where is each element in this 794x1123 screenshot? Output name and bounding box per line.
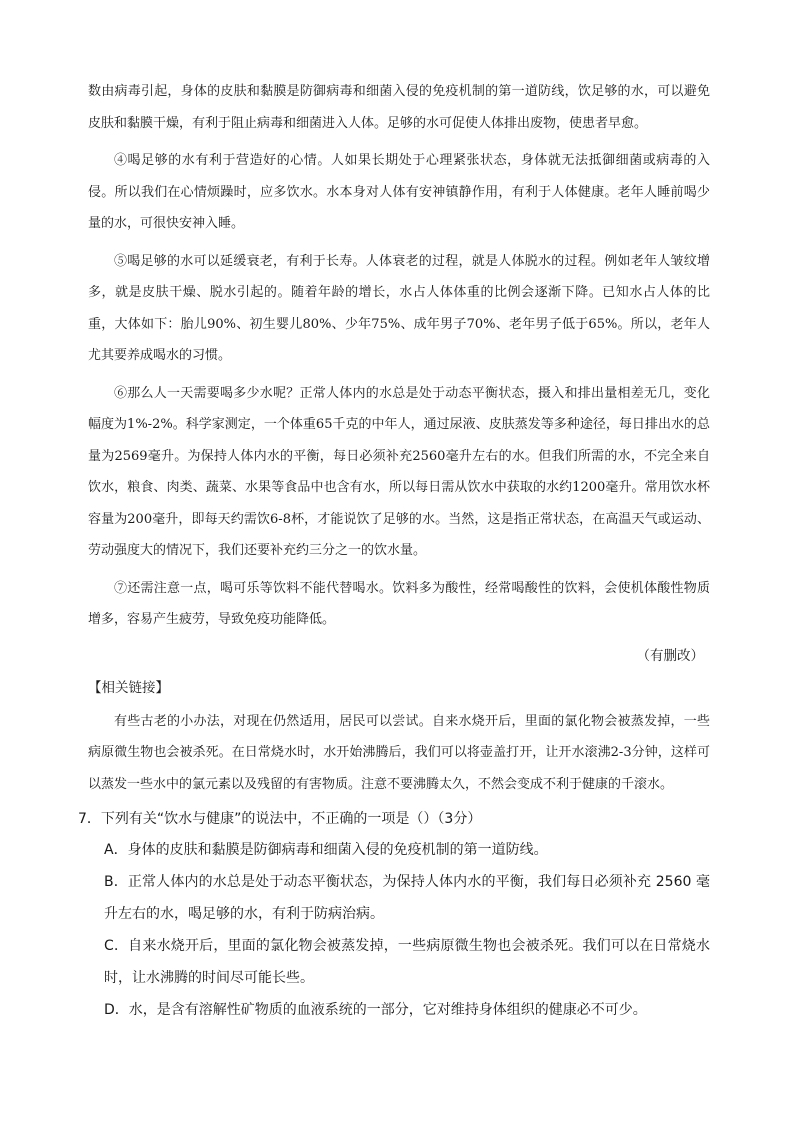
option-c (88, 930, 710, 994)
question-stem: 7．下列有关“饮水与健康”的说法中，不正确的一项是（）（3分） (78, 811, 482, 827)
source-note: （有删改） (636, 647, 704, 664)
related-link-text: 有些古老的小办法，对现在仍然适用，居民可以尝试。自来水烧开后，里面的氯化物会被蒸发掉，一些病原微生物也会被杀死。在日常烧水时，水开始沸腾后，我们可以将壶盖打开，让开水滚沸2-3分钟，这样可以蒸发一些水中的氯元素以及残留的有害物质。注意不要沸腾太久，不然会变成不利于健康的千滚水。 (88, 713, 710, 792)
option-b-label: B． (104, 874, 128, 890)
passage-paragraph-6: ⑥那么人一天需要喝多少水呢？正常人体内的水总是处于动态平衡状态，摄入和排出量相差无几，变化幅度为1%-2%。科学家测定，一个体重65千克的中年人，通过尿液、皮肤蒸发等多种途径，每日排出水的总量为2569毫升。为保持人体内水的平衡，每日必须补充2560毫升左右的水。但我们所需的水，不完全来自饮水，粮食、肉类、蔬菜、水果等食品中也含有水，所以每日需从饮水中获取的水约1200毫升。常用饮水杯容量为200毫升，即每天约需饮6-8杯，才能说饮了足够的水。当然，这是指正常状态，在高温天气或运动、劳动强度大的情况下，我们还要补充约三分之一的饮水量。 (88, 385, 710, 558)
option-b (88, 866, 710, 930)
option-d-label: D． (104, 1002, 129, 1018)
passage-paragraph-5: ⑤喝足够的水可以延缓衰老，有利于长寿。人体衰老的过程，就是人体脱水的过程。例如老年人皱纹增多，就是皮肤干燥、脱水引起的。随着年龄的增长，水占人体体重的比例会逐渐下降。已知水占人体的比重，大体如下：胎儿90%、初生婴儿80%、少年75%、成年男子70%、老年男子低于65%。所以，老年人尤其要养成喝水的习惯。 (88, 253, 710, 363)
document-page (78, 0, 710, 1026)
option-a-text: 身体的皮肤和黏膜是防御病毒和细菌入侵的免疫机制的第一道防线。 (127, 842, 548, 858)
option-a-label: A． (104, 842, 128, 858)
option-c-label: C． (104, 938, 129, 954)
question-options (88, 834, 710, 1026)
option-c-text: 自来水烧开后，里面的氯化物会被蒸发掉，一些病原微生物也会被杀死。我们可以在日常烧水时，让水沸腾的时间尽可能长些。 (104, 938, 710, 986)
related-link-heading: 【相关链接】 (88, 679, 169, 696)
passage-paragraph-7: ⑦还需注意一点，喝可乐等饮料不能代替喝水。饮料多为酸性，经常喝酸性的饮料，会使机体酸性物质增多，容易产生疲劳，导致免疫功能降低。 (88, 580, 710, 627)
option-a (88, 834, 710, 866)
passage-intro-continuation: 数由病毒引起，身体的皮肤和黏膜是防御病毒和细菌入侵的免疫机制的第一道防线，饮足够的水，可以避免皮肤和黏膜干燥，有利于阻止病毒和细菌进入人体。足够的水可促使人体排出废物，使患者早愈。 (88, 84, 710, 131)
option-d-text: 水，是含有溶解性矿物质的血液系统的一部分，它对维持身体组织的健康必不可少。 (128, 1002, 647, 1018)
option-d (88, 994, 710, 1026)
option-b-text: 正常人体内的水总是处于动态平衡状态，为保持人体内水的平衡，我们每日必须补充 2560 毫升左右的水，喝足够的水，有利于防病治病。 (104, 874, 710, 922)
passage-paragraph-4: ④喝足够的水有利于营造好的心情。人如果长期处于心理紧张状态，身体就无法抵御细菌或病毒的入侵。所以我们在心情烦躁时，应多饮水。水本身对人体有安神镇静作用，有利于人体健康。老年人睡前喝少量的水，可很快安神入睡。 (88, 153, 710, 231)
